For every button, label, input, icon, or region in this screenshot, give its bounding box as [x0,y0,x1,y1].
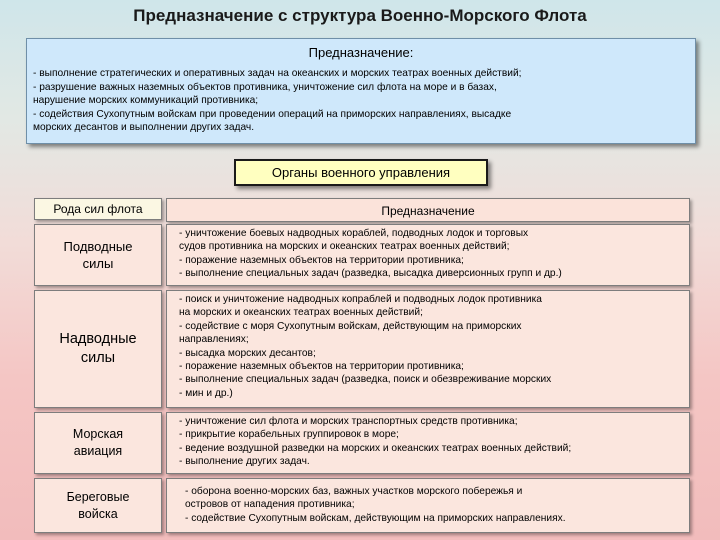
branch-submarine-forces: Подводные силы [34,224,162,286]
branch-coastal-troops: Береговые войска [34,478,162,533]
column-header-purpose: Предназначение [166,198,690,222]
purpose-heading: Предназначение: [308,45,414,60]
purpose-surface-forces: - поиск и уничтожение надводных копраблей и подводных лодок противника на морских и океанских театрах военных действий; - содействие с моря Сухопутным войскам, действующим на приморских направлениях; - высадка морских десантов; - поражение наземных объектов на территории противника; - выполнение специальных задач (разведка, поиск и обезвреживание морских - мин и др.) [166,290,690,408]
purpose-text: - выполнение стратегических и оперативных задач на океанских и морских театрах военных действий; - разрушение важных наземных объектов противника, уничтожение сил флота на море и в базах, нарушение морских коммуникаций противника; - содействия Сухопутным войскам при проведении операций на приморских направлениях, высадке морских десантов и выполнении других задач. [33,68,522,134]
purpose-submarine-forces: - уничтожение боевых надводных кораблей, подводных лодок и торговых судов противника на морских и океанских театрах военных действий; - поражение наземных объектов на территории противника; - выполнение специальных задач (разведка, высадка диверсионных групп и др.) [166,224,690,286]
purpose-box [26,38,696,144]
page-title: Предназначение с структура Военно-Морского Флота [133,6,587,25]
branch-surface-forces: Надводные силы [34,290,162,408]
purpose-naval-aviation: - уничтожение сил флота и морских транспортных средств противника; - прикрытие корабельных группировок в море; - ведение воздушной разведки на морских и океанских театрах военных действий; - выполнение других задач. [166,412,690,474]
organs-label-box: Органы военного управления [234,159,488,186]
purpose-coastal-troops: - оборона военно-морских баз, важных участков морского побережья и островов от нападения противника; - содействие Сухопутным войскам, действующим на приморских направлениях. [166,478,690,533]
column-header-branch: Рода сил флота [34,198,162,220]
branch-naval-aviation: Морская авиация [34,412,162,474]
